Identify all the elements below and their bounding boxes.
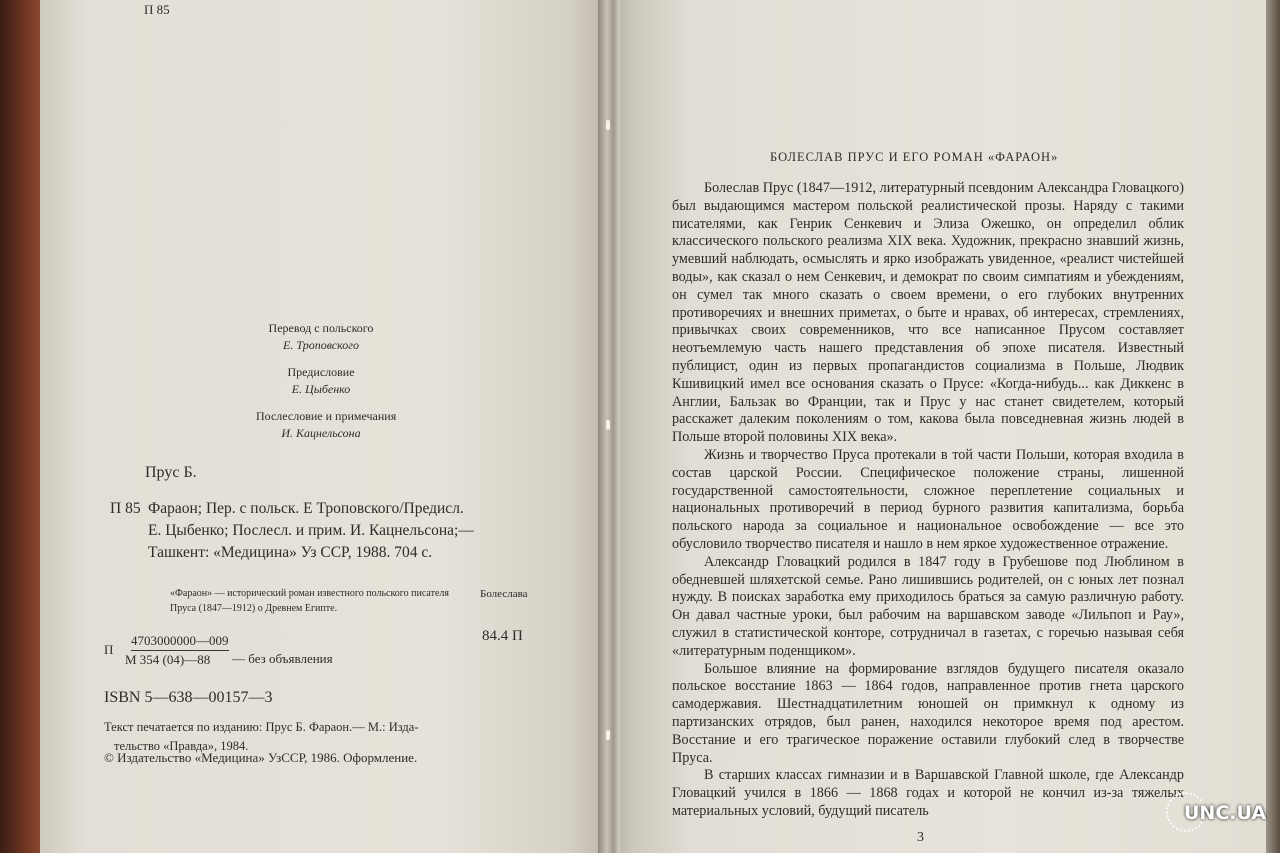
essay-paragraph: Александр Гловацкий родился в 1847 году в Грубешове под Люблином в обедневшей шляхетской семье. Рано лишившись родителей, он с юных лет познал нужду. В поисках заработка ему приходилось браться за самую различную работу. Он давал частные уроки, был рабочим на варшавском заводе «Лильпоп и Рау», служил в статистической конторе, сотрудничал в газетах, с горечью называя себя «литературным поденщиком». — [672, 553, 1184, 659]
index-letter: П — [104, 642, 114, 657]
translation-label: Перевод с польского — [268, 321, 374, 335]
binding-stitch — [606, 420, 610, 430]
bib-line: Ташкент: «Медицина» Уз ССР, 1988. 704 с. — [148, 544, 433, 561]
preface-author: Е. Цыбенко — [291, 382, 351, 396]
annotation-line: Пруса (1847—1912) о Древнем Египте. — [170, 603, 338, 614]
credits-block — [256, 320, 397, 442]
binding-stitch — [606, 120, 610, 130]
binding-stitch — [606, 730, 610, 740]
essay-body — [672, 180, 1184, 821]
watermark-logo — [1162, 788, 1274, 840]
bib-line: Е. Цыбенко; Послесл. и прим. И. Кацнельсона;— — [148, 522, 474, 539]
book-cover-right — [1266, 0, 1280, 853]
annotation-line: «Фараон» — исторический роман известного польского писателя — [170, 588, 450, 599]
index-denominator: М 354 (04)—88 — [125, 652, 211, 667]
top-classification-code: П 85 — [144, 2, 170, 17]
copyright-line: © Издательство «Медицина» УзССР, 1986. Оформление. — [104, 750, 418, 765]
essay-paragraph: Болеслав Прус (1847—1912, литературный псевдоним Александра Гловацкого) был выдающимся мастером польской реалистической прозы. Наряду с такими писателями, как Генрик Сенкевич и Элиза Ожешко, он определил облик классического польского реализма XIX века. Художник, прекрасно знавший жизнь, умевший наблюдать, осмыслять и ярко изображать увиденное, «реалист чистейшей воды», как сказал о нем Сенкевич, и демократ по своим симпатиям и убеждениям, он сумел так много сказать о своем времени, о его глубоких внутренних противоречиях и внешних приметах, о быте и нравах, об интересах, стремлениях, привычках своих современников, что все написанное Прусом составляет неотъемлемую часть нашего представления об эпохе писателя. Известный публицист, один из первых пропагандистов социализма в Польше, Людвик Кшивицкий имел все основания сказать о Прусе: «Когда-нибудь... как Диккенс в Англии, Бальзак во Франции, так и Прус у нас станет свидетелем, который расскажет далеким поколениям о том, какова была повседневная жизнь людей в Польше второй половины XIX века». — [672, 180, 1184, 446]
essay-paragraph: Большое влияние на формирование взглядов будущего писателя оказало польское восстание 1863 — 1864 годов, направленное против гнета царского самодержавия. Шестнадцатилетним юношей он примкнул к одному из партизанских отрядов, был ранен, находился некоторое время под арестом. Восстание и его трагическое поражение оставили глубокий след в творчестве Пруса. — [672, 660, 1184, 766]
essay-paragraph: В старших классах гимназии и в Варшавской Главной школе, где Александр Гловацкий учился в 1866 — 1868 годах и которой не кончил из-за тяжелых материальных условий, будущий писатель — [672, 767, 1184, 819]
afterword-author: И. Кацнельсона — [281, 426, 361, 440]
bib-line: Фараон; Пер. с польск. Е Троповского/Предисл. — [148, 500, 464, 517]
no-announcement-note: — без объявления — [232, 651, 333, 666]
isbn: ISBN 5—638—00157—3 — [104, 689, 273, 706]
page-number: 3 — [917, 830, 924, 845]
afterword-label: Послесловие и примечания — [256, 409, 397, 423]
bibliographic-record — [110, 498, 474, 564]
index-formula — [104, 632, 229, 669]
annotation-continuation: Болеслава — [480, 588, 528, 600]
preface-label: Предисловие — [287, 365, 355, 379]
edition-line: тельство «Правда», 1984. — [114, 739, 249, 753]
essay-title: БОЛЕСЛАВ ПРУС И ЕГО РОМАН «ФАРАОН» — [770, 150, 1059, 164]
watermark-text: UNC.UA — [1184, 802, 1267, 824]
bbk-classification: 84.4 П — [482, 628, 523, 644]
bib-code: П 85 — [110, 500, 141, 517]
edition-line: Текст печатается по изданию: Прус Б. Фараон.— М.: Изда- — [104, 720, 419, 734]
author-heading: Прус Б. — [145, 464, 197, 481]
essay-paragraph: Жизнь и творчество Пруса протекали в той части Польши, которая входила в состав царской России. Специфическое положение страны, лишенной государственной самостоятельности, сложное переплетение социальных и национальных противоречий в период бурного развития капитализма, борьба польского народа за социальное и национальное освобождение — все это обусловило творчество писателя и нашло в нем яркое художественное отражение. — [672, 446, 1184, 552]
index-numerator: 4703000000—009 — [131, 632, 229, 651]
translator-name: Е. Троповского — [283, 338, 359, 352]
